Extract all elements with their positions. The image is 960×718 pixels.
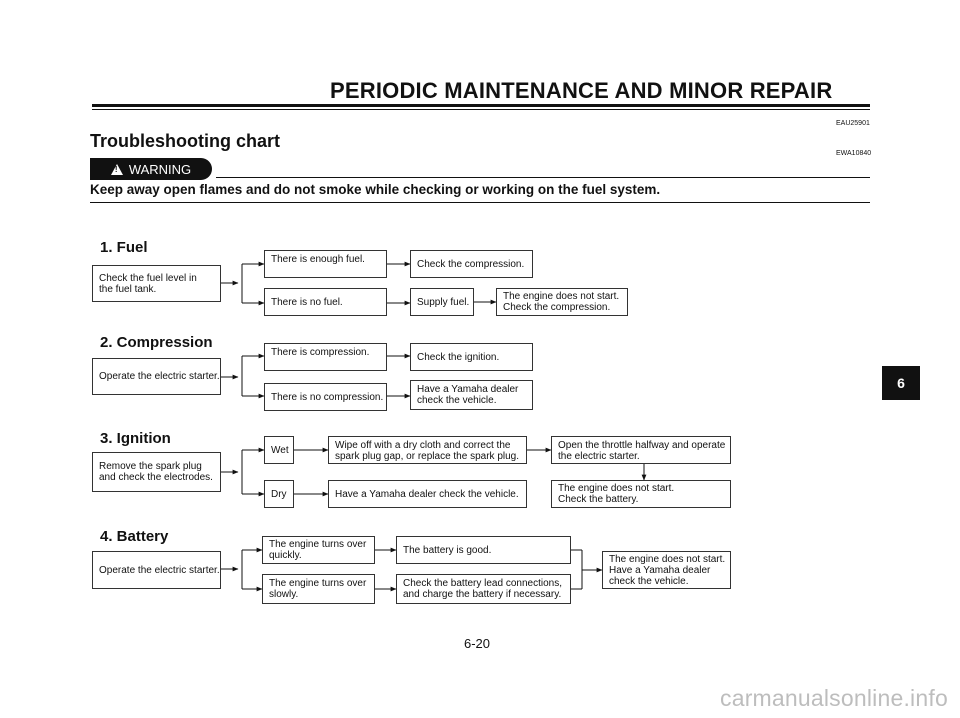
battery-heading: 4. Battery [100, 528, 169, 545]
watermark: carmanualsonline.info [720, 685, 948, 711]
warning-icon: ! [111, 164, 123, 175]
box-line: Check the compression. [417, 258, 525, 270]
box-line: Check the compression. [503, 302, 611, 313]
box-line: The engine does not start. [503, 291, 620, 302]
page-number: 6-20 [464, 636, 491, 651]
warning-label: WARNING [128, 161, 192, 177]
battery-quick-box [262, 536, 375, 564]
box-line: There is compression. [271, 347, 370, 358]
warning-text: Keep away open flames and do not smoke while checking or working on the fuel system. [90, 182, 661, 197]
box-line: and check the electrodes. [99, 472, 213, 483]
throttle-box [551, 436, 731, 464]
fuel-heading: 1. Fuel [100, 239, 148, 256]
wipe-plug-box [328, 436, 527, 464]
box-line: Check the battery lead connections, [403, 578, 562, 589]
battery-good-box [396, 536, 571, 564]
box-line: Check the battery. [558, 494, 639, 505]
box-line: check the vehicle. [609, 575, 689, 587]
fuel-enough-box [264, 250, 387, 278]
fuel-result-box [496, 288, 628, 316]
section-code: EAU25901 [836, 120, 870, 127]
box-line: Remove the spark plug [99, 461, 202, 472]
compression-operate-box [92, 358, 221, 395]
section-title: Troubleshooting chart [90, 131, 281, 151]
warning-code: EWA10840 [836, 150, 872, 157]
ignition-remove-box [92, 452, 221, 492]
box-line: The engine does not start. [558, 483, 675, 494]
box-line: Open the throttle halfway and operate [558, 440, 726, 451]
box-line: Have a Yamaha dealer [609, 564, 711, 576]
box-line: The battery is good. [403, 544, 492, 556]
box-line: There is enough fuel. [271, 254, 365, 265]
ignition-wet-box [264, 436, 294, 464]
box-line: The engine does not start. [609, 553, 726, 565]
ignition-dry-box [264, 480, 294, 508]
battery-result-box [602, 551, 731, 589]
fuel-none-box [264, 288, 387, 316]
compression-heading: 2. Compression [100, 334, 213, 351]
box-line: the electric starter. [558, 451, 640, 462]
check-compression-box [410, 250, 533, 278]
box-line: There is no fuel. [271, 296, 343, 308]
box-line: Wet [271, 444, 289, 456]
fuel-check-box [92, 265, 221, 302]
box-line: Have a Yamaha dealer [417, 384, 519, 395]
compression-no-box [264, 383, 387, 411]
ignition-result-box [551, 480, 731, 508]
ignition-heading: 3. Ignition [100, 430, 171, 447]
ignition-dealer-box [328, 480, 527, 508]
page-header-title: PERIODIC MAINTENANCE AND MINOR REPAIR [330, 78, 833, 103]
box-line: Check the ignition. [417, 351, 500, 363]
box-line: check the vehicle. [417, 395, 497, 406]
box-line: slowly. [269, 589, 299, 600]
box-line: Wipe off with a dry cloth and correct the [335, 440, 511, 451]
box-line: Supply fuel. [417, 296, 470, 308]
box-line: spark plug gap, or replace the spark plug. [335, 451, 519, 462]
box-line: Dry [271, 488, 287, 500]
battery-leads-box [396, 574, 571, 604]
box-line: Operate the electric starter. [99, 371, 220, 382]
chapter-tab: 6 [882, 366, 920, 400]
box-line: Check the fuel level in [99, 272, 197, 284]
box-line: The engine turns over [269, 539, 367, 550]
supply-fuel-box [410, 288, 474, 316]
battery-operate-box [92, 551, 221, 589]
box-line: Operate the electric starter. [99, 564, 220, 576]
box-line: and charge the battery if necessary. [403, 589, 562, 600]
box-line: Have a Yamaha dealer check the vehicle. [335, 488, 519, 500]
box-line: the fuel tank. [99, 283, 157, 295]
box-line: quickly. [269, 550, 302, 561]
battery-slow-box [262, 574, 375, 604]
compression-dealer-box [410, 380, 533, 410]
box-line: There is no compression. [271, 391, 384, 403]
check-ignition-box [410, 343, 533, 371]
compression-yes-box [264, 343, 387, 371]
box-line: The engine turns over [269, 578, 367, 589]
